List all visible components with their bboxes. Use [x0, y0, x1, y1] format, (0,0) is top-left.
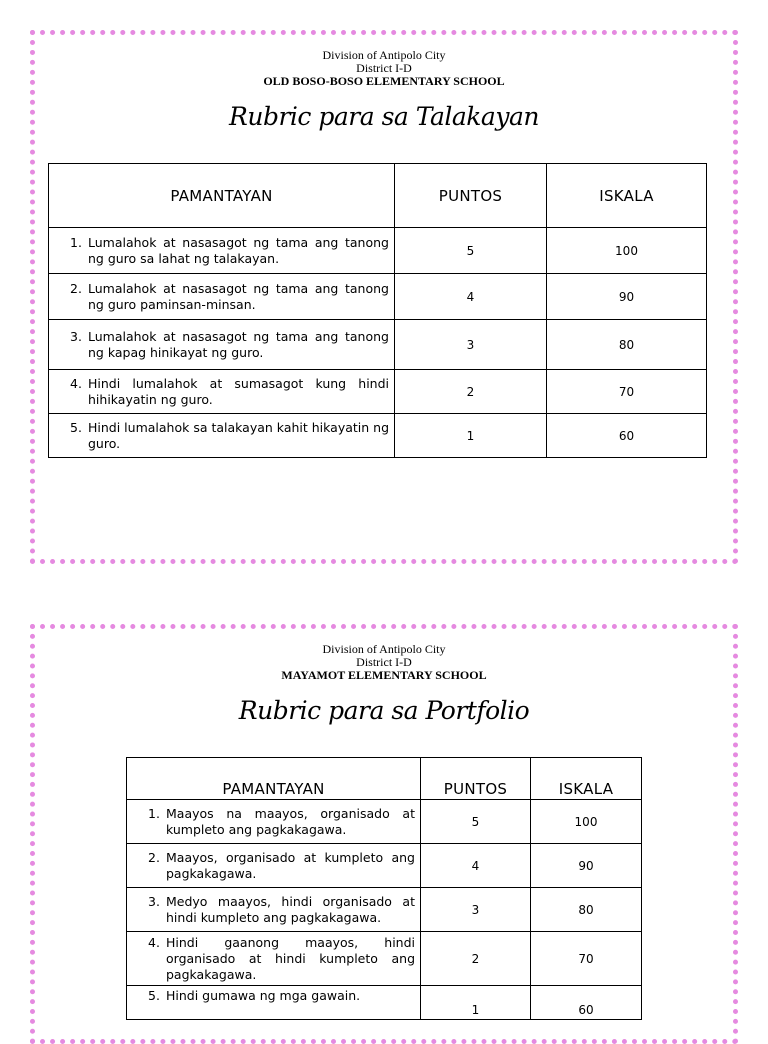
criteria-text: Hindi lumalahok sa talakayan kahit hikayatin ng guro.	[88, 419, 390, 451]
rubric-title: Rubric para sa Talakayan	[229, 102, 539, 131]
criteria-number: 3.	[148, 893, 160, 909]
criteria-text: Hindi gumawa ng mga gawain.	[166, 988, 361, 1003]
criteria-text: Maayos na maayos, organisado at kumpleto ang pagkakagawa.	[166, 805, 415, 837]
rubric-card-talakayan	[30, 30, 738, 564]
document-header	[35, 643, 733, 682]
table-row	[127, 800, 642, 844]
criteria-cell	[49, 228, 395, 274]
criteria-cell	[127, 932, 421, 986]
table-row	[49, 320, 707, 370]
division-label: Division of Antipolo City	[322, 642, 446, 656]
iskala-cell: 70	[531, 932, 642, 986]
header-iskala: ISKALA	[547, 164, 707, 228]
rubric-title: Rubric para sa Portfolio	[238, 696, 530, 725]
criteria-cell	[49, 274, 395, 320]
iskala-cell: 100	[547, 228, 707, 274]
criteria-text: Lumalahok at nasasagot ng tama ang tanong ng guro paminsan-minsan.	[88, 280, 389, 312]
criteria-number: 5.	[70, 419, 82, 435]
table-row	[127, 986, 642, 1020]
puntos-cell: 3	[395, 320, 547, 370]
iskala-cell: 60	[547, 414, 707, 458]
table-row	[49, 228, 707, 274]
criteria-number: 1.	[148, 805, 160, 821]
division-label: Division of Antipolo City	[322, 48, 446, 62]
iskala-cell: 90	[547, 274, 707, 320]
iskala-cell: 60	[531, 986, 642, 1020]
table-header-row	[127, 758, 642, 800]
header-pamantayan: PAMANTAYAN	[49, 164, 395, 228]
criteria-number: 2.	[148, 849, 160, 865]
iskala-cell: 80	[547, 320, 707, 370]
table-row	[127, 844, 642, 888]
criteria-cell	[127, 986, 421, 1020]
criteria-cell	[127, 800, 421, 844]
criteria-text: Lumalahok at nasasagot ng tama ang tanong ng guro sa lahat ng talakayan.	[88, 234, 389, 266]
rubric-table	[48, 163, 707, 458]
table-row	[127, 932, 642, 986]
iskala-cell: 70	[547, 370, 707, 414]
puntos-cell: 1	[395, 414, 547, 458]
rubric-table	[126, 757, 642, 1020]
criteria-number: 5.	[148, 988, 160, 1003]
school-name: MAYAMOT ELEMENTARY SCHOOL	[281, 668, 487, 682]
rubric-card-portfolio	[30, 624, 738, 1044]
table-row	[49, 370, 707, 414]
puntos-cell: 2	[395, 370, 547, 414]
iskala-cell: 100	[531, 800, 642, 844]
document-header	[35, 49, 733, 88]
criteria-text: Hindi gaanong maayos, hindi organisado at hindi kumpleto ang pagkakagawa.	[166, 934, 415, 982]
table-row	[49, 414, 707, 458]
iskala-cell: 80	[531, 888, 642, 932]
table-header-row	[49, 164, 707, 228]
criteria-text: Lumalahok at nasasagot ng tama ang tanong ng kapag hinikayat ng guro.	[88, 328, 389, 360]
criteria-text: Hindi lumalahok at sumasagot kung hindi hihikayatin ng guro.	[88, 375, 389, 407]
criteria-number: 4.	[148, 934, 160, 950]
district-label: District I-D	[356, 61, 412, 75]
criteria-cell	[127, 844, 421, 888]
header-puntos: PUNTOS	[395, 164, 547, 228]
puntos-cell: 3	[421, 888, 531, 932]
header-iskala: ISKALA	[531, 758, 642, 800]
table-row	[127, 888, 642, 932]
iskala-cell: 90	[531, 844, 642, 888]
header-puntos: PUNTOS	[421, 758, 531, 800]
criteria-cell	[49, 320, 395, 370]
criteria-text: Maayos, organisado at kumpleto ang pagkakagawa.	[166, 849, 415, 881]
school-name: OLD BOSO-BOSO ELEMENTARY SCHOOL	[263, 74, 505, 88]
puntos-cell: 2	[421, 932, 531, 986]
table-row	[49, 274, 707, 320]
header-pamantayan: PAMANTAYAN	[127, 758, 421, 800]
criteria-cell	[127, 888, 421, 932]
criteria-number: 4.	[70, 375, 82, 391]
criteria-text: Medyo maayos, hindi organisado at hindi kumpleto ang pagkakagawa.	[166, 893, 415, 925]
criteria-number: 3.	[70, 328, 82, 344]
puntos-cell: 1	[421, 986, 531, 1020]
puntos-cell: 5	[395, 228, 547, 274]
district-label: District I-D	[356, 655, 412, 669]
puntos-cell: 5	[421, 800, 531, 844]
criteria-number: 2.	[70, 280, 82, 296]
puntos-cell: 4	[395, 274, 547, 320]
criteria-cell	[49, 370, 395, 414]
puntos-cell: 4	[421, 844, 531, 888]
criteria-number: 1.	[70, 234, 82, 250]
criteria-cell	[49, 414, 395, 458]
